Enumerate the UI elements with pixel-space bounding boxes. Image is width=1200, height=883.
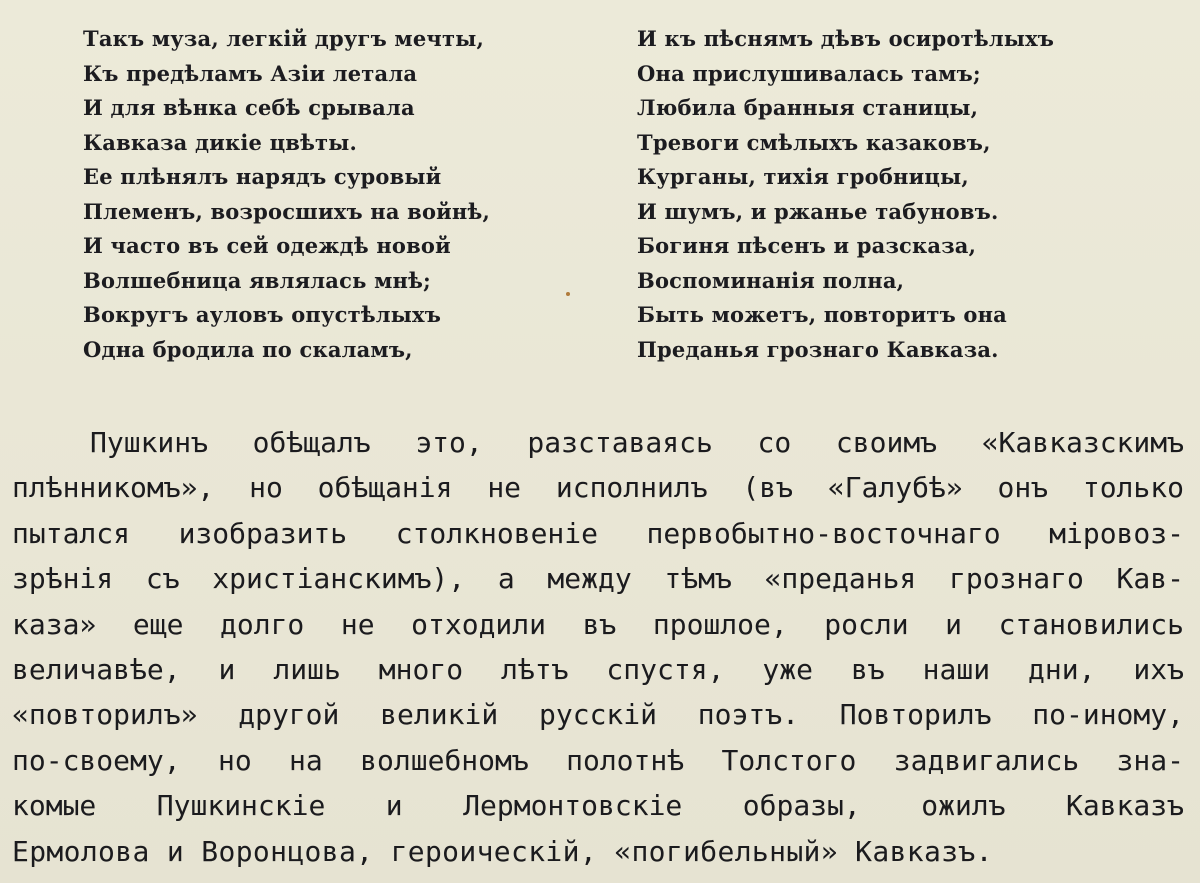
prose-line: зрѣнія съ христіанскимъ), а между тѣмъ «преданья грознаго Кав- — [12, 562, 1184, 596]
poem-line: Ее плѣнялъ нарядъ суровый — [83, 164, 442, 189]
prose-line: величавѣе, и лишь много лѣтъ спустя, уже въ наши дни, ихъ — [12, 652, 1184, 686]
prose-line: Ермолова и Воронцова, героическій, «погибельный» Кавказъ. — [12, 834, 993, 868]
poem-left-column — [83, 22, 490, 367]
prose-line: Пушкинъ обѣщалъ это, разставаясь со своимъ «Кавказскимъ — [90, 426, 1184, 459]
paper-speck — [566, 292, 570, 296]
poem-line: Тревоги смѣлыхъ казаковъ, — [637, 129, 991, 155]
poem-line: И часто въ сей одеждѣ новой — [83, 233, 451, 258]
poem-line: Любила бранныя станицы, — [637, 95, 979, 120]
poem-quotation — [0, 22, 1200, 362]
poem-line: Преданья грознаго Кавказа. — [637, 336, 999, 362]
prose-line: комые Пушкинскіе и Лермонтовскіе образы, ожилъ Кавказъ — [12, 789, 1184, 823]
prose-paragraph — [12, 420, 1192, 874]
poem-line: И къ пѣснямъ дѣвъ осиротѣлыхъ — [637, 26, 1055, 51]
prose-line: плѣнникомъ», но обѣщанія не исполнилъ (въ «Галубѣ» онъ только — [12, 471, 1184, 505]
poem-line: Кавказа дикіе цвѣты. — [83, 129, 358, 155]
prose-line: пытался изобразить столкновеніе первобытно-восточнаго міровоз- — [12, 516, 1184, 550]
poem-line: Такъ муза, легкій другъ мечты, — [83, 26, 484, 51]
poem-line: Племенъ, возросшихъ на войнѣ, — [83, 198, 490, 224]
poem-line: Волшебница являлась мнѣ; — [83, 267, 431, 293]
poem-line: Курганы, тихія гробницы, — [637, 164, 969, 189]
poem-line: Быть можетъ, повторитъ она — [637, 302, 1007, 327]
poem-line: И для вѣнка себѣ срывала — [83, 95, 415, 120]
poem-line: Воспоминанія полна, — [637, 267, 905, 293]
poem-line: Она прислушивалась тамъ; — [637, 60, 981, 86]
poem-line: Къ предѣламъ Азіи летала — [83, 60, 418, 86]
poem-right-column — [637, 22, 1054, 367]
poem-line: Одна бродила по скаламъ, — [83, 336, 413, 362]
prose-line: каза» еще долго не отходили въ прошлое, росли и становились — [12, 607, 1184, 641]
prose-line: по-своему, но на волшебномъ полотнѣ Толстого задвигались зна- — [12, 743, 1184, 777]
poem-line: Богиня пѣсенъ и разсказа, — [637, 233, 977, 258]
poem-line: И шумъ, и ржанье табуновъ. — [637, 198, 999, 224]
poem-line: Вокругъ ауловъ опустѣлыхъ — [83, 302, 442, 327]
prose-line: «повторилъ» другой великій русскій поэтъ. Повторилъ по-иному, — [12, 698, 1184, 732]
